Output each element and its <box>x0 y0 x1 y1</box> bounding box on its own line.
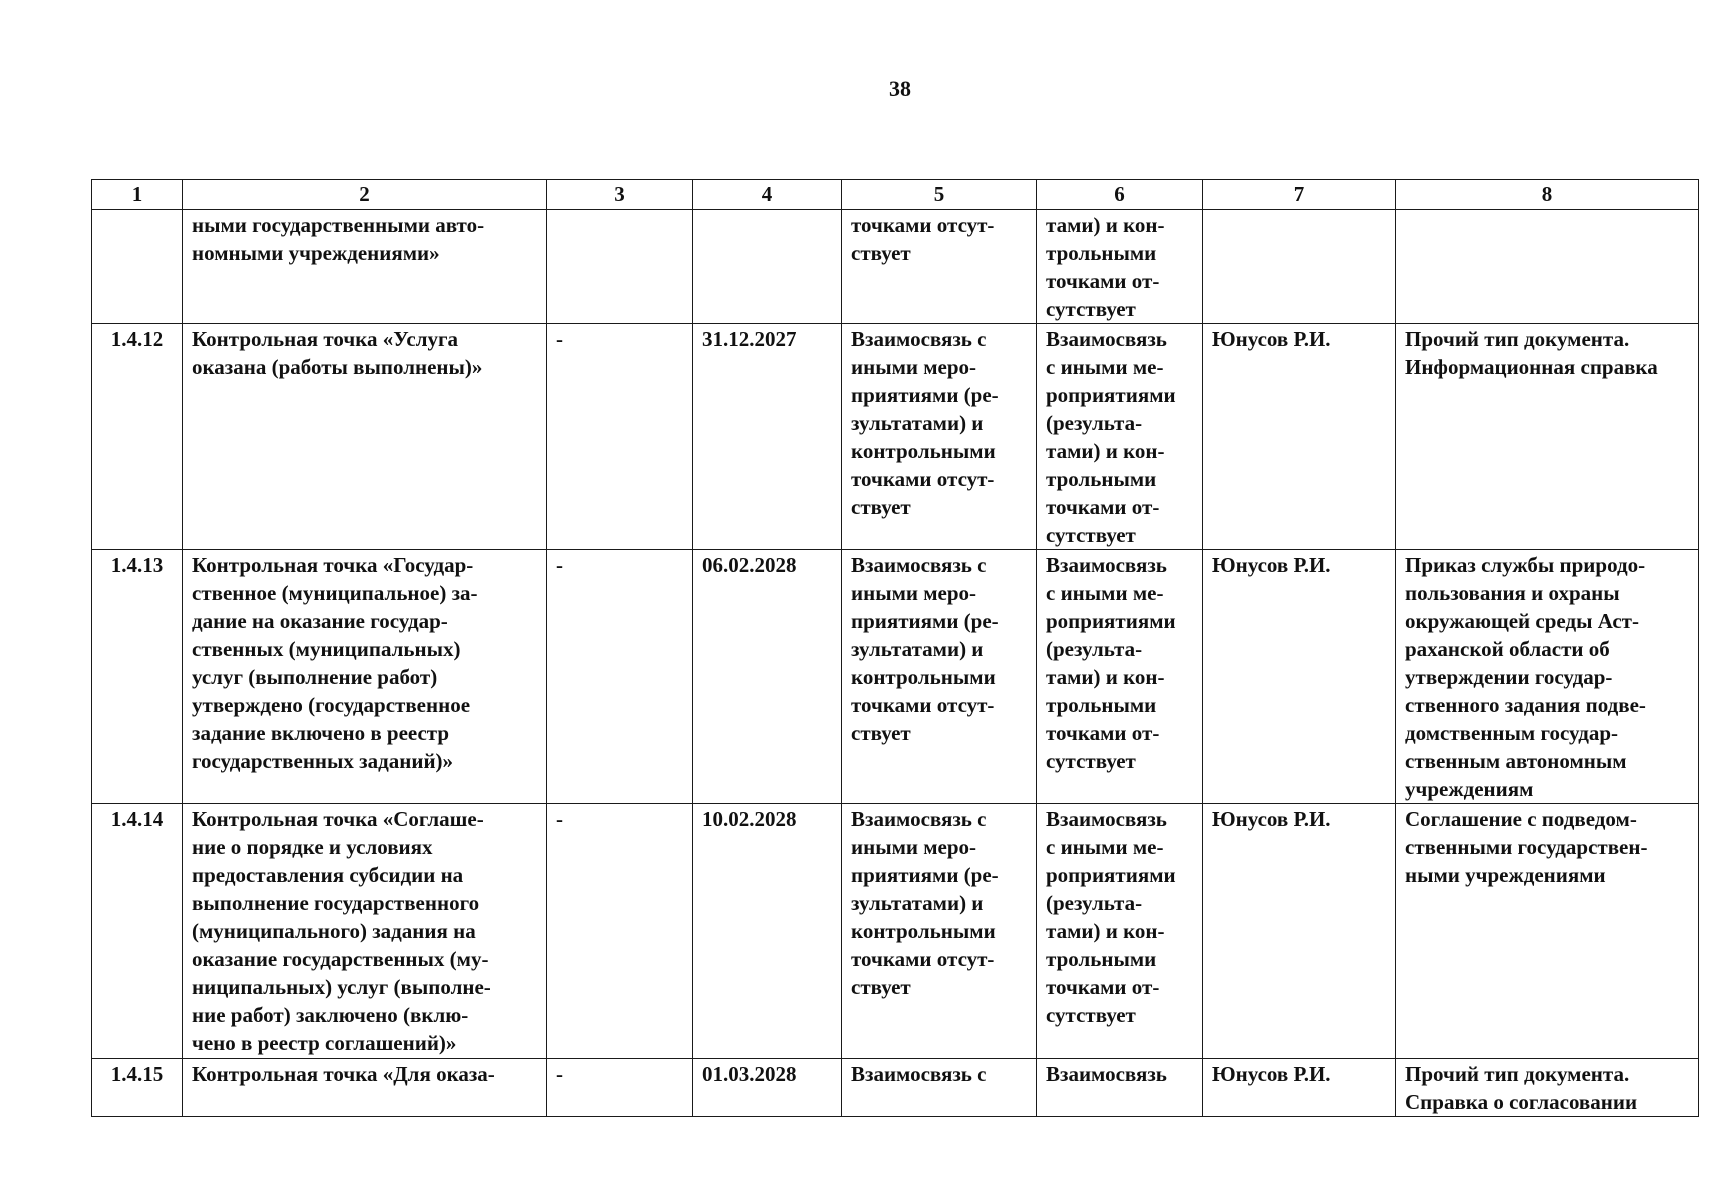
table-row <box>92 324 1699 550</box>
row-responsible <box>1203 210 1396 324</box>
row-number <box>92 210 183 324</box>
table-row <box>92 804 1699 1059</box>
row-col6: Взаимосвязь <box>1037 1059 1203 1117</box>
row-number: 1.4.14 <box>92 804 183 1059</box>
row-document <box>1396 210 1699 324</box>
row-col3: - <box>547 550 693 804</box>
row-col5: Взаимосвязь с иными меро- приятиями (ре- зультатами) и контрольными точками отсут- ствует <box>842 324 1037 550</box>
row-col3: - <box>547 324 693 550</box>
row-date: 10.02.2028 <box>693 804 842 1059</box>
row-col3: - <box>547 1059 693 1117</box>
row-responsible: Юнусов Р.И. <box>1203 804 1396 1059</box>
table-row <box>92 1059 1699 1117</box>
plan-table <box>91 179 1699 1117</box>
row-responsible: Юнусов Р.И. <box>1203 550 1396 804</box>
row-col5: Взаимосвязь с <box>842 1059 1037 1117</box>
table-row <box>92 550 1699 804</box>
row-document: Приказ службы природо- пользования и охраны окружающей среды Аст- раханской области об утверждении государ- ственного задания подве- домственным государ- ственным автономным учреждениям <box>1396 550 1699 804</box>
column-header-5: 5 <box>842 180 1037 210</box>
row-col6: тами) и кон- трольными точками от- сутствует <box>1037 210 1203 324</box>
column-header-1: 1 <box>92 180 183 210</box>
row-col6: Взаимосвязь с иными ме- роприятиями (результа- тами) и кон- трольными точками от- сутствует <box>1037 550 1203 804</box>
row-number: 1.4.13 <box>92 550 183 804</box>
row-responsible: Юнусов Р.И. <box>1203 1059 1396 1117</box>
header-row <box>92 180 1699 210</box>
row-col5: точками отсут- ствует <box>842 210 1037 324</box>
row-date <box>693 210 842 324</box>
row-name: ными государственными авто- номными учреждениями» <box>183 210 547 324</box>
row-number: 1.4.15 <box>92 1059 183 1117</box>
page-number: 38 <box>889 76 911 101</box>
column-header-2: 2 <box>183 180 547 210</box>
row-col5: Взаимосвязь с иными меро- приятиями (ре- зультатами) и контрольными точками отсут- ствует <box>842 804 1037 1059</box>
row-col5: Взаимосвязь с иными меро- приятиями (ре- зультатами) и контрольными точками отсут- ствует <box>842 550 1037 804</box>
column-header-8: 8 <box>1396 180 1699 210</box>
row-col6: Взаимосвязь с иными ме- роприятиями (результа- тами) и кон- трольными точками от- сутствует <box>1037 324 1203 550</box>
row-document: Прочий тип документа. Справка о согласовании <box>1396 1059 1699 1117</box>
column-header-4: 4 <box>693 180 842 210</box>
row-col6: Взаимосвязь с иными ме- роприятиями (результа- тами) и кон- трольными точками от- сутствует <box>1037 804 1203 1059</box>
row-document: Прочий тип документа. Информационная справка <box>1396 324 1699 550</box>
row-document: Соглашение с подведом- ственными государствен- ными учреждениями <box>1396 804 1699 1059</box>
row-col3 <box>547 210 693 324</box>
row-name: Контрольная точка «Для оказа- <box>183 1059 547 1117</box>
row-responsible: Юнусов Р.И. <box>1203 324 1396 550</box>
row-date: 01.03.2028 <box>693 1059 842 1117</box>
row-name: Контрольная точка «Государ- ственное (муниципальное) за- дание на оказание государ- ственных (муниципальных) услуг (выполнение работ) утверждено (государственное задание включено в реестр государственных заданий)» <box>183 550 547 804</box>
row-name: Контрольная точка «Соглаше- ние о порядке и условиях предоставления субсидии на выполнение государственного (муниципального) задания на оказание государственных (му- ниципальных) услуг (выполне- ние работ) заключено (вклю- чено в реестр соглашений)» <box>183 804 547 1059</box>
row-number: 1.4.12 <box>92 324 183 550</box>
row-date: 06.02.2028 <box>693 550 842 804</box>
row-col3: - <box>547 804 693 1059</box>
column-header-3: 3 <box>547 180 693 210</box>
column-header-6: 6 <box>1037 180 1203 210</box>
table-row <box>92 210 1699 324</box>
column-header-7: 7 <box>1203 180 1396 210</box>
row-name: Контрольная точка «Услуга оказана (работы выполнены)» <box>183 324 547 550</box>
row-date: 31.12.2027 <box>693 324 842 550</box>
